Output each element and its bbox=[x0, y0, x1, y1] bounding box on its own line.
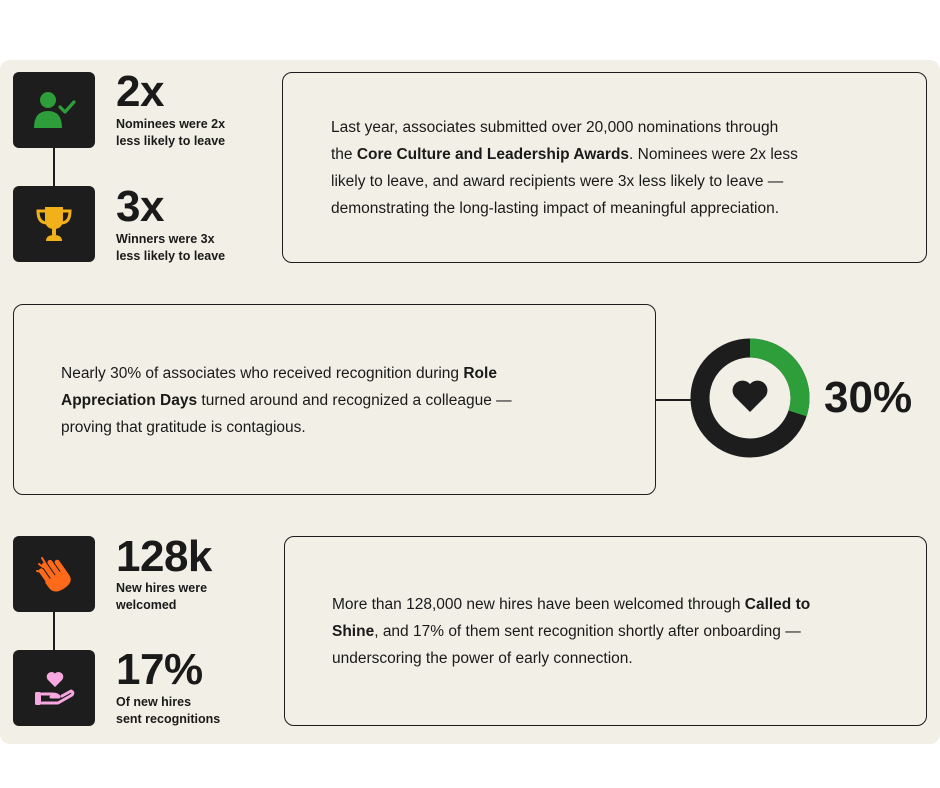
donut-value: 30% bbox=[824, 373, 913, 422]
donut-chart bbox=[690, 332, 810, 464]
stat-value: 3x bbox=[116, 182, 164, 231]
clapping-hands-tile bbox=[13, 536, 95, 612]
stat-value: 17% bbox=[116, 645, 203, 694]
clapping-hands-icon bbox=[34, 554, 74, 594]
person-check-icon bbox=[34, 90, 78, 130]
heart-in-hand-icon bbox=[34, 668, 76, 708]
trophy-tile bbox=[13, 186, 95, 262]
connector-line bbox=[53, 148, 55, 186]
new-hires-card bbox=[284, 536, 927, 726]
awards-card bbox=[282, 72, 927, 263]
infographic-panel bbox=[0, 60, 940, 744]
stat-caption: Of new hires sent recognitions bbox=[116, 695, 221, 726]
person-check-tile bbox=[13, 72, 95, 148]
connector-line bbox=[53, 612, 55, 650]
stat-caption: New hires were welcomed bbox=[116, 581, 208, 612]
stat-caption: Nominees were 2x less likely to leave bbox=[116, 117, 226, 148]
awards-text: Last year, associates submitted over 20,000 nominations through the Core Culture and Leadership Awards. Nominees were 2x less likely to leave, and award recipients were 3x less likely to leave — demonstrating the long-lasting impact of meaningful appreciation. bbox=[331, 119, 798, 217]
trophy-icon bbox=[34, 204, 74, 244]
heart-icon bbox=[733, 381, 768, 412]
appreciation-card bbox=[13, 304, 656, 495]
heart-in-hand-tile bbox=[13, 650, 95, 726]
stat-value: 2x bbox=[116, 67, 164, 116]
stat-caption: Winners were 3x less likely to leave bbox=[116, 232, 226, 263]
stat-value: 128k bbox=[116, 532, 212, 581]
connector-line bbox=[656, 399, 692, 401]
appreciation-text: Nearly 30% of associates who received recognition during Role Appreciation Days turned around and recognized a colleague — proving that gratitude is contagious. bbox=[61, 365, 512, 436]
new-hires-text: More than 128,000 new hires have been welcomed through Called to Shine, and 17% of them sent recognition shortly after onboarding — underscoring the power of early connection. bbox=[332, 596, 811, 667]
